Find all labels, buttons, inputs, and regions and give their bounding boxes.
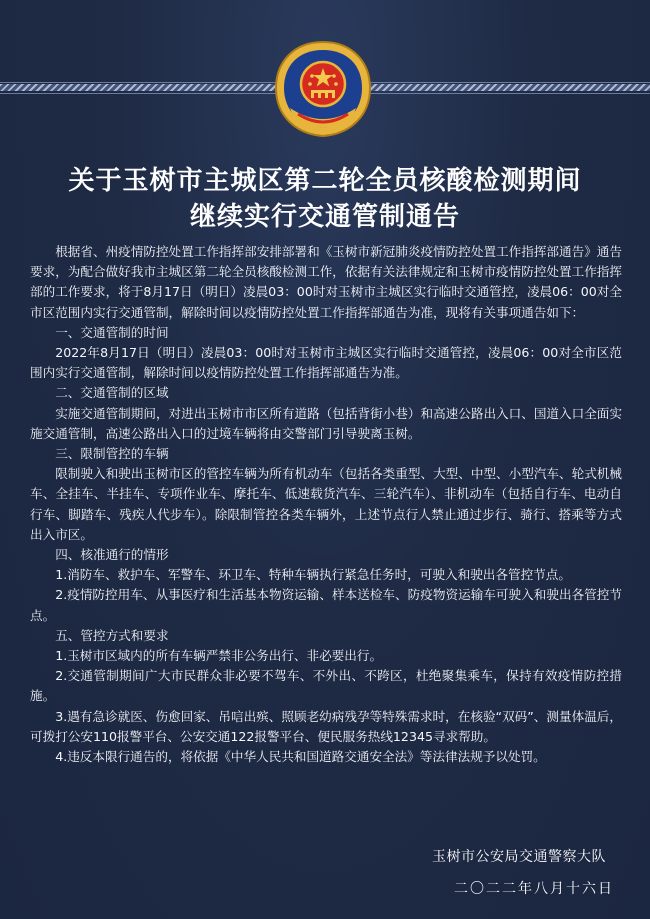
body-paragraph: 实施交通管制期间，对进出玉树市市区所有道路（包括背街小巷）和高速公路出入口、国道入口全面实施交通管制，高速公路出入口的过境车辆将由交警部门引导驶离玉树。	[30, 405, 622, 441]
body-paragraph: 限制驶入和驶出玉树市区的管控车辆为所有机动车（包括各类重型、大型、中型、小型汽车、轮式机械车、全挂车、半挂车、专项作业车、摩托车、低速载货汽车、三轮汽车）、非机动车（包括自行车、电动自行车、脚踏车、残疾人代步车）。除限制管控各类车辆外，上述节点行人禁止通过步行、骑行、搭乘等方式出入市区。	[30, 466, 622, 542]
body-paragraph: 1.玉树市区域内的所有车辆严禁非公务出行、非必要出行。	[55, 648, 383, 664]
body-paragraph: 2.交通管制期间广大市民群众非必要不驾车、不外出、不跨区，杜绝聚集乘车，保持有效疫情防控措施。	[30, 668, 622, 704]
body-paragraph: 3.遇有急诊就医、伤愈回家、吊唁出殡、照顾老幼病残孕等特殊需求时，在核验“双码”、测量体温后，可拨打公安110报警平台、公安交通122报警平台、便民服务热线12345寻求帮助。	[30, 708, 622, 744]
body-paragraph: 1.消防车、救护车、军警车、环卫车、特种车辆执行紧急任务时，可驶入和驶出各管控节点。	[55, 567, 571, 583]
issuer-name: 玉树市公安局交通警察大队	[432, 849, 606, 865]
section-heading: 二、交通管制的区域	[55, 385, 169, 401]
notice-title-line-2: 继续实行交通管制通告	[189, 202, 460, 232]
body-paragraph: 2022年8月17日（明日）凌晨03：00时对玉树市主城区实行临时交通管控，凌晨06：00对全市区范围内实行交通管制，解除时间以疫情防控处置工作指挥部通告为准。	[30, 345, 622, 381]
section-heading: 一、交通管制的时间	[55, 324, 169, 340]
section-heading: 三、限制管控的车辆	[55, 446, 169, 462]
body-paragraph: 根据省、州疫情防控处置工作指挥部安排部署和《玉树市新冠肺炎疫情防控处置工作指挥部通告》通告要求，为配合做好我市主城区第二轮全员核酸检测工作，依据有关法律规定和玉树市疫情防控处置工作指挥部的工作要求，将于8月17日（明日）凌晨03：00时对玉树市主城区实行临时交通管控，凌晨06：00对全市区范围内实行交通管制，解除时间以疫情防控处置工作指挥部通告为准，现将有关事项通告如下：	[30, 244, 622, 320]
body-paragraph: 2.疫情防控用车、从事医疗和生活基本物资运输、样本送检车、防疫物资运输车可驶入和驶出各管控节点。	[30, 587, 622, 623]
issue-date: 二〇二二年八月十六日	[454, 881, 614, 897]
section-heading: 五、管控方式和要求	[55, 627, 169, 643]
notice-title-line-1: 关于玉树市主城区第二轮全员核酸检测期间	[68, 166, 582, 196]
police-emblem-icon	[268, 38, 378, 140]
notice-body	[30, 242, 622, 767]
section-heading: 四、核准通行的情形	[55, 547, 169, 563]
body-paragraph: 4.违反本限行通告的，将依据《中华人民共和国道路交通安全法》等法律法规予以处罚。	[55, 749, 546, 765]
